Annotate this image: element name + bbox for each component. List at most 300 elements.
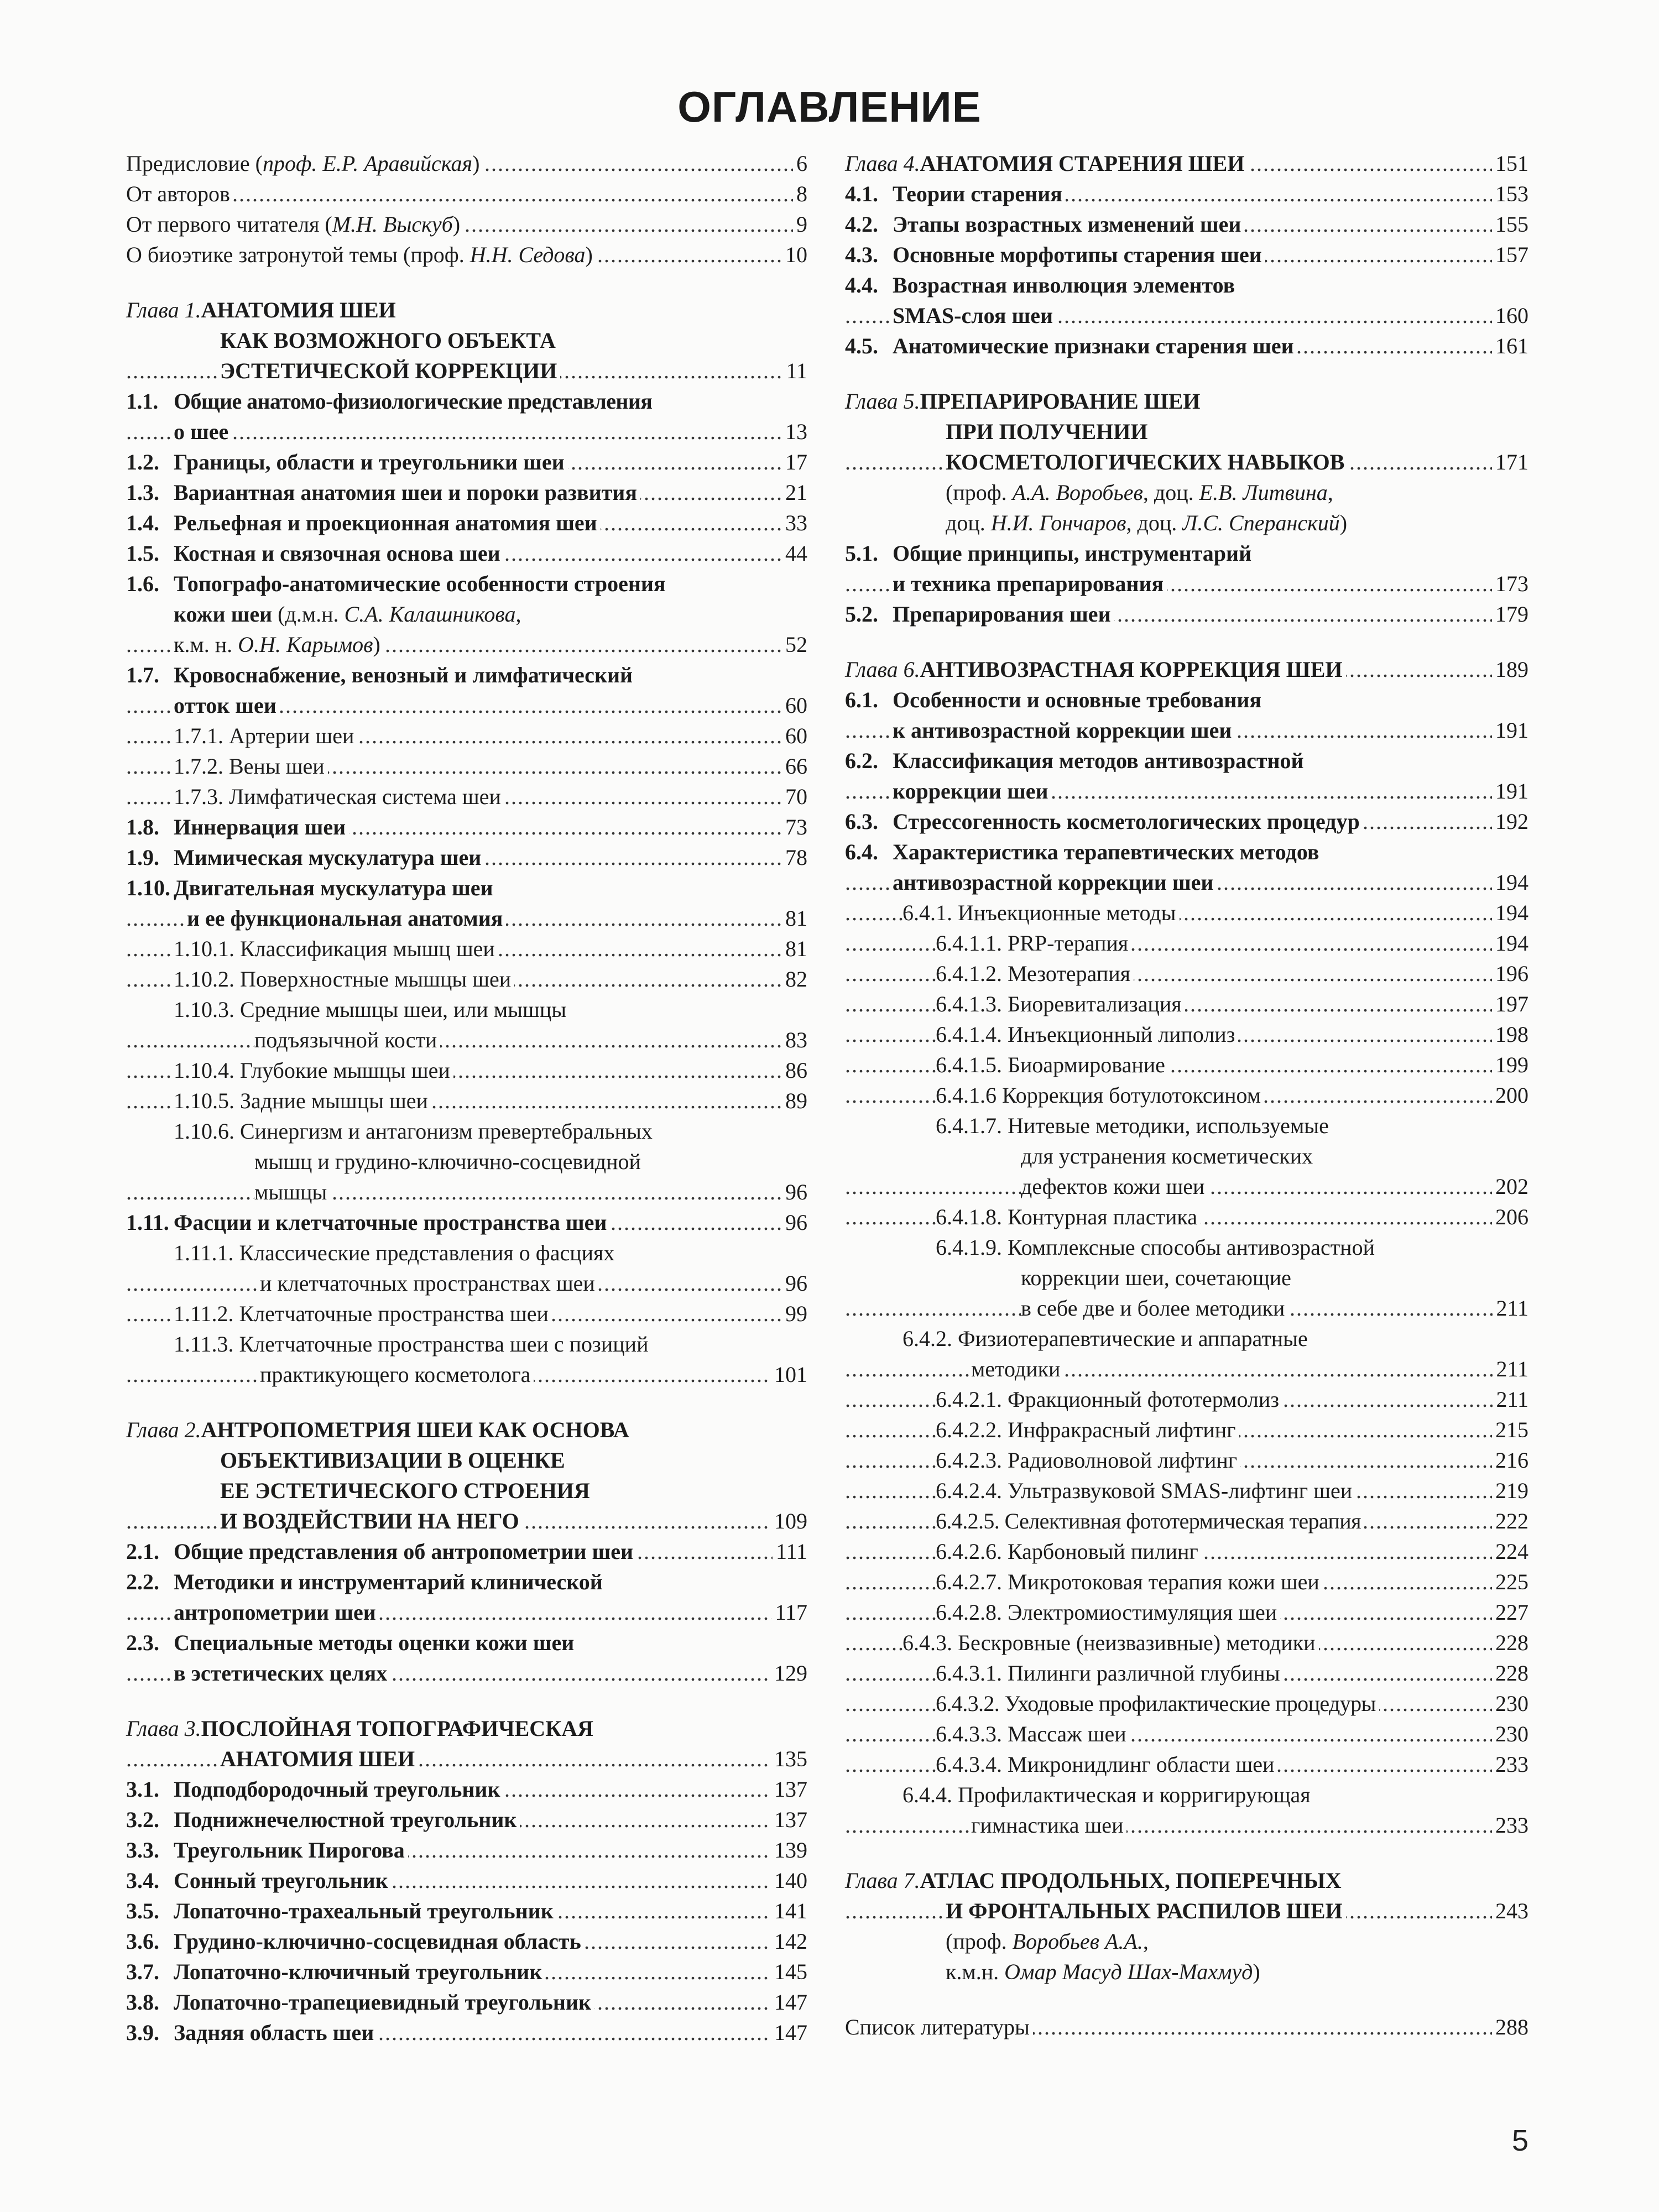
dot-leader: [126, 1025, 807, 1055]
toc-entry: [126, 386, 807, 416]
section-number: 3.7.: [126, 1959, 159, 1984]
toc-entry-label: [126, 1567, 606, 1597]
section-title: ПРЕПАРИРОВАНИЕ ШЕИ: [920, 389, 1201, 414]
page-ref: 225: [1492, 1567, 1528, 1597]
page-ref: 198: [1492, 1019, 1528, 1050]
section-title: 6.4.3.2. Уходовые профилактические процедуры: [936, 1691, 1376, 1716]
toc-entry-label: [936, 1019, 1238, 1050]
section-title: Стрессогенность косметологических процедур: [893, 809, 1360, 834]
page-ref: 173: [1492, 568, 1528, 599]
page-ref: 52: [782, 629, 807, 660]
toc-entry-label: [220, 1744, 418, 1774]
toc-entry-label: [936, 1749, 1277, 1780]
toc-entry-label: [946, 416, 1151, 447]
toc-entry-label: [936, 1415, 1239, 1445]
section-title: 1.10.4. Глубокие мышцы шеи: [174, 1058, 450, 1083]
toc-entry: [126, 1865, 807, 1896]
toc-entry-label: [174, 1298, 552, 1329]
toc-entry: [126, 1475, 807, 1506]
page-ref: 191: [1492, 776, 1528, 806]
section-title: 6.4.3.3. Массаж шеи: [936, 1721, 1126, 1746]
section-title: КАК ВОЗМОЖНОГО ОБЪЕКТА: [220, 328, 556, 353]
toc-entry: [845, 300, 1528, 331]
toc-entry-label: [845, 179, 1066, 209]
toc-entry-label: [893, 715, 1235, 745]
section-title: 6.4.1.7. Нитевые методики, используемые: [936, 1113, 1329, 1138]
section-title: Список литературы: [845, 2015, 1030, 2039]
toc-entry: [845, 2012, 1528, 2042]
page-ref: 194: [1492, 898, 1528, 928]
toc-entry: [126, 751, 807, 781]
section-title: Кровоснабжение, венозный и лимфатический: [174, 662, 633, 687]
page-ref: 109: [771, 1506, 807, 1536]
section-number: 1.6.: [126, 571, 159, 596]
page-ref: 66: [782, 751, 807, 781]
toc-entry: [845, 685, 1528, 715]
page-ref: 140: [771, 1865, 807, 1896]
page-ref: 111: [773, 1536, 807, 1567]
toc-entry: [845, 1926, 1528, 1957]
section-title: 1.10.1. Классификация мышц шеи: [174, 936, 495, 961]
section-number: 1.5.: [126, 541, 159, 566]
toc-entry-label: [174, 1238, 618, 1268]
section-number: 4.1.: [845, 181, 878, 206]
toc-entry: [126, 1055, 807, 1086]
author-note: , доц.: [1126, 510, 1183, 535]
page-title: ОГЛАВЛЕНИЕ: [677, 82, 982, 131]
author-name: Воробьев А.А.: [1012, 1929, 1143, 1954]
page-ref: 161: [1492, 331, 1528, 361]
dot-leader: [845, 1810, 1528, 1840]
toc-entry: [126, 1025, 807, 1055]
toc-entry: [845, 568, 1528, 599]
section-title: 6.4.2.2. Инфракрасный лифтинг: [936, 1417, 1236, 1442]
toc-entry-label: [971, 1810, 1126, 1840]
section-number: 4.2.: [845, 212, 878, 237]
section-title: Возрастная инволюция элементов: [893, 273, 1235, 298]
toc-entry-label: [174, 629, 384, 660]
chapter-prefix: Глава 2.: [126, 1417, 201, 1442]
page-ref: 211: [1493, 1354, 1528, 1384]
page-ref: 147: [771, 1987, 807, 2017]
toc-entry-label: [126, 2017, 377, 2048]
page-ref: 206: [1492, 1202, 1528, 1232]
section-title: 1.10.2. Поверхностные мышцы шеи: [174, 967, 512, 992]
toc-entry-label: [936, 989, 1185, 1019]
section-title: Лопаточно-трахеальный треугольник: [174, 1898, 554, 1923]
page-ref: 60: [782, 690, 807, 721]
section-title: 6.4.4. Профилактическая и корригирующая: [902, 1782, 1311, 1807]
author-note: доц.: [946, 510, 991, 535]
section-title: 6.4.1.5. Биоармирование: [936, 1052, 1165, 1077]
section-title: 6.4.3.1. Пилинги различной глубины: [936, 1661, 1280, 1686]
author-name: проф. Е.Р. Аравийская: [262, 151, 473, 176]
toc-entry: [126, 1415, 807, 1445]
toc-entry: [126, 325, 807, 356]
author-note: ): [472, 151, 480, 176]
section-title: И ФРОНТАЛЬНЫХ РАСПИЛОВ ШЕИ: [946, 1898, 1343, 1923]
toc-entry-label: [126, 1713, 597, 1744]
toc-entry: [845, 1506, 1528, 1536]
page-ref: 83: [782, 1025, 807, 1055]
toc-entry: [845, 1865, 1528, 1896]
section-title: ОБЪЕКТИВИЗАЦИИ В ОЦЕНКЕ: [220, 1448, 565, 1473]
page-ref: 10: [782, 239, 807, 270]
section-title: коррекции шеи, сочетающие: [1021, 1265, 1291, 1290]
page-ref: 288: [1492, 2012, 1528, 2042]
page-ref: 6: [793, 148, 807, 179]
toc-entry: [126, 1329, 807, 1359]
toc-entry: [126, 1567, 807, 1597]
toc-entry-label: [845, 745, 1307, 776]
section-title: Специальные методы оценки кожи шеи: [174, 1630, 575, 1655]
toc-entry: [126, 1116, 807, 1146]
toc-entry-label: [174, 690, 280, 721]
toc-entry-label: [1021, 1171, 1208, 1202]
author-note: (д.м.н.: [272, 602, 345, 627]
toc-entry-label: [254, 1025, 440, 1055]
toc-entry: [845, 1110, 1528, 1141]
section-number: 3.3.: [126, 1838, 159, 1863]
toc-entry: [845, 867, 1528, 898]
toc-entry: [126, 1774, 807, 1804]
toc-entry: [126, 1359, 807, 1390]
page-ref: 228: [1492, 1658, 1528, 1688]
toc-entry-label: [936, 1658, 1284, 1688]
section-number: 6.3.: [845, 809, 878, 834]
section-title: в себе две и более методики: [1021, 1296, 1285, 1321]
toc-entry-label: [936, 1080, 1264, 1110]
toc-entry: [845, 416, 1528, 447]
toc-entry-label: [845, 239, 1265, 270]
page-ref: 89: [782, 1086, 807, 1116]
page-ref: 230: [1492, 1719, 1528, 1749]
toc-entry-label: [946, 1896, 1346, 1926]
toc-entry: [845, 599, 1528, 629]
toc-entry-label: [174, 416, 232, 447]
dot-leader: [126, 1177, 807, 1207]
chapter-prefix: Глава 1.: [126, 298, 201, 322]
page-ref: 171: [1492, 447, 1528, 477]
toc-entry-label: [845, 685, 1265, 715]
toc-entry-label: [936, 1202, 1201, 1232]
section-title: Поднижнечелюстной треугольник: [174, 1807, 517, 1832]
section-title: Особенности и основные требования: [893, 687, 1262, 712]
toc-entry: [126, 721, 807, 751]
toc-entry: [845, 148, 1528, 179]
page-ref: 147: [771, 2017, 807, 2048]
toc-entry-label: [936, 1688, 1379, 1719]
toc-entry: [126, 842, 807, 873]
section-number: 3.4.: [126, 1868, 159, 1893]
page-ref: 137: [771, 1774, 807, 1804]
toc-entry: [845, 1475, 1528, 1506]
toc-entry: [845, 715, 1528, 745]
toc-entry: [126, 781, 807, 812]
section-title: Двигательная мускулатура шеи: [174, 875, 493, 900]
section-title: Методики и инструментарий клинической: [174, 1569, 603, 1594]
toc-entry-label: [902, 1780, 1314, 1810]
section-title: И ВОЗДЕЙСТВИИ НА НЕГО: [220, 1509, 519, 1533]
author-note: (проф.: [946, 1929, 1013, 1954]
toc-entry: [845, 508, 1528, 538]
toc-entry: [845, 447, 1528, 477]
toc-entry: [126, 1658, 807, 1688]
author-name: Е.В. Литвина: [1199, 480, 1328, 505]
page-ref: 233: [1492, 1749, 1528, 1780]
toc-entry: [126, 295, 807, 325]
toc-entry-label: [126, 1865, 392, 1896]
section-title: О биоэтике затронутой темы (проф.: [126, 242, 470, 267]
toc-entry-label: [893, 867, 1217, 898]
chapter-prefix: Глава 3.: [126, 1716, 201, 1741]
toc-entry-label: [174, 933, 498, 964]
author-name: Л.С. Сперанский: [1182, 510, 1340, 535]
section-title: 6.4.1. Инъекционные методы: [902, 900, 1176, 925]
page-ref: 228: [1492, 1627, 1528, 1658]
toc-entry-label: [126, 386, 655, 416]
chapter-prefix: Глава 5.: [845, 389, 920, 414]
page-ref: 199: [1492, 1050, 1528, 1080]
toc-entry: [845, 1354, 1528, 1384]
author-note: ): [452, 212, 461, 237]
section-title: 1.7.3. Лимфатическая система шеи: [174, 784, 501, 809]
author-note: ): [373, 632, 380, 657]
toc-entry-label: [893, 300, 1056, 331]
toc-entry: [126, 994, 807, 1025]
section-title: 1.11.1. Классические представления о фасциях: [174, 1240, 615, 1265]
section-title: 6.4.1.3. Биоревитализация: [936, 992, 1182, 1016]
toc-entry-label: [126, 1896, 557, 1926]
toc-entry: [126, 1207, 807, 1238]
section-title: Теории старения: [893, 181, 1062, 206]
section-title: Фасции и клетчаточные пространства шеи: [174, 1210, 607, 1235]
section-title: ПРИ ПОЛУЧЕНИИ: [946, 419, 1148, 444]
author-note: ,: [1142, 1929, 1149, 1954]
author-name: С.А. Калашникова: [344, 602, 516, 627]
toc-entry-label: [254, 1177, 330, 1207]
author-note: к.м.н.: [946, 1959, 1005, 1984]
toc-entry: [126, 179, 807, 209]
page-ref: 153: [1492, 179, 1528, 209]
section-title: Грудино-ключично-сосцевидная область: [174, 1929, 581, 1954]
toc-entry: [126, 660, 807, 690]
author-note: (проф.: [946, 480, 1013, 505]
section-title: 1.11.3. Клетчаточные пространства шеи с позиций: [174, 1332, 649, 1357]
page-ref: 194: [1492, 928, 1528, 958]
toc-entry: [126, 1713, 807, 1744]
section-title: ПОСЛОЙНАЯ ТОПОГРАФИЧЕСКАЯ: [201, 1716, 593, 1741]
toc-entry-label: [254, 1146, 644, 1177]
section-title: Основные морфотипы старения шеи: [893, 242, 1262, 267]
toc-entry-label: [936, 1567, 1323, 1597]
section-title: Общие принципы, инструментарий: [893, 541, 1252, 566]
toc-entry: [845, 806, 1528, 837]
toc-entry-label: [946, 508, 1350, 538]
toc-entry-label: [260, 1359, 534, 1390]
toc-entry: [126, 1146, 807, 1177]
toc-entry: [845, 239, 1528, 270]
toc-entry-label: [126, 538, 504, 568]
section-number: 1.4.: [126, 510, 159, 535]
section-number: 3.9.: [126, 2020, 159, 2045]
page-ref: 117: [771, 1597, 807, 1627]
author-note: , доц.: [1142, 480, 1199, 505]
page-ref: 129: [771, 1658, 807, 1688]
toc-left-column: [126, 148, 807, 2048]
page-ref: 135: [771, 1744, 807, 1774]
section-title: АНАТОМИЯ ШЕИ: [201, 298, 396, 322]
toc-entry-label: [187, 903, 506, 933]
page-ref: 202: [1492, 1171, 1528, 1202]
toc-entry-label: [946, 1957, 1264, 1987]
section-title: 6.4.2.5. Селективная фототермическая терапия: [936, 1509, 1361, 1533]
section-title: Общие представления об антропометрии шеи: [174, 1539, 634, 1564]
toc-entry-label: [126, 477, 640, 508]
author-name: Н.И. Гончаров: [990, 510, 1126, 535]
section-title: От авторов: [126, 181, 230, 206]
section-title: Подподбородочный треугольник: [174, 1777, 500, 1802]
toc-entry-label: [936, 1110, 1332, 1141]
section-title: для устранения косметических: [1021, 1144, 1313, 1168]
section-title: Рельефная и проекционная анатомия шеи: [174, 510, 597, 535]
toc-entry: [126, 812, 807, 842]
toc-entry: [845, 1019, 1528, 1050]
section-title: 6.4.2.7. Микротоковая терапия кожи шеи: [936, 1569, 1319, 1594]
toc-entry-label: [126, 1627, 577, 1658]
toc-entry: [845, 1780, 1528, 1810]
section-number: 1.2.: [126, 450, 159, 474]
section-title: дефектов кожи шеи: [1021, 1174, 1205, 1199]
section-title: 6.4.2.3. Радиоволновой лифтинг: [936, 1448, 1238, 1473]
toc-entry: [126, 599, 807, 629]
section-title: антивозрастной коррекции шеи: [893, 870, 1214, 895]
page-ref: 233: [1492, 1810, 1528, 1840]
section-title: ЕЕ ЭСТЕТИЧЕСКОГО СТРОЕНИЯ: [220, 1478, 590, 1503]
toc-entry: [126, 209, 807, 239]
section-number: 1.11.: [126, 1210, 169, 1235]
section-title: 6.4.1.9. Комплексные способы антивозрастной: [936, 1235, 1375, 1260]
section-title: подъязычной кости: [254, 1027, 437, 1052]
page-ref: 137: [771, 1804, 807, 1835]
toc-entry-label: [220, 1445, 568, 1475]
toc-entry: [126, 1238, 807, 1268]
toc-entry-label: [174, 994, 570, 1025]
toc-entry: [845, 1445, 1528, 1475]
toc-entry: [845, 1896, 1528, 1926]
toc-entry-label: [174, 1086, 431, 1116]
section-title: Костная и связочная основа шеи: [174, 541, 500, 566]
section-title: Анатомические признаки старения шеи: [893, 333, 1294, 358]
section-title: АНТИВОЗРАСТНАЯ КОРРЕКЦИЯ ШЕИ: [920, 657, 1343, 682]
toc-entry-label: [893, 776, 1052, 806]
author-name: А.А. Воробьев: [1012, 480, 1143, 505]
toc-entry: [126, 1445, 807, 1475]
page-ref: 222: [1492, 1506, 1528, 1536]
section-number: 4.4.: [845, 273, 878, 298]
section-title: 1.10.6. Синергизм и антагонизм превертебральных: [174, 1119, 653, 1144]
toc-entry-label: [126, 1804, 520, 1835]
section-number: 5.2.: [845, 602, 878, 627]
toc-entry-label: [902, 898, 1180, 928]
section-number: 3.1.: [126, 1777, 159, 1802]
section-title: 6.4.2.6. Карбоновый пилинг: [936, 1539, 1198, 1564]
section-number: 1.9.: [126, 845, 159, 870]
page-ref: 243: [1492, 1896, 1528, 1926]
toc-entry: [126, 1926, 807, 1957]
toc-entry: [126, 1086, 807, 1116]
toc-entry-label: [126, 239, 596, 270]
section-number: 1.8.: [126, 815, 159, 839]
toc-entry: [845, 745, 1528, 776]
section-title: к антивозрастной коррекции шеи: [893, 718, 1232, 743]
toc-entry: [126, 1896, 807, 1926]
toc-entry-label: [126, 1536, 637, 1567]
toc-entry: [845, 928, 1528, 958]
page-ref: 60: [782, 721, 807, 751]
section-title: Лопаточно-ключичный треугольник: [174, 1959, 542, 1984]
section-title: КОСМЕТОЛОГИЧЕСКИХ НАВЫКОВ: [946, 450, 1345, 474]
toc-entry-label: [946, 447, 1348, 477]
toc-entry: [126, 1268, 807, 1298]
page-ref: 227: [1492, 1597, 1528, 1627]
toc-entry: [845, 989, 1528, 1019]
page-ref: 81: [782, 903, 807, 933]
toc-entry: [126, 964, 807, 994]
page-ref: 21: [782, 477, 807, 508]
toc-entry-label: [1021, 1293, 1288, 1323]
section-title: 1.7.2. Вены шеи: [174, 754, 325, 779]
toc-entry-label: [126, 508, 601, 538]
chapter-prefix: Глава 7.: [845, 1868, 920, 1893]
section-title: Задняя область шеи: [174, 2020, 374, 2045]
toc-entry-label: [936, 1719, 1130, 1749]
toc-entry: [845, 1323, 1528, 1354]
toc-entry: [845, 477, 1528, 508]
section-title: 6.4.2.8. Электромиостимуляция шеи: [936, 1600, 1277, 1625]
section-title: 6.4.1.4. Инъекционный липолиз: [936, 1022, 1235, 1047]
toc-entry-label: [220, 1506, 523, 1536]
toc-entry: [845, 1080, 1528, 1110]
section-title: кожи шеи: [174, 602, 273, 627]
toc-entry-label: [126, 179, 233, 209]
toc-entry: [126, 239, 807, 270]
section-number: 6.4.: [845, 839, 878, 864]
toc-entry: [126, 356, 807, 386]
toc-entry: [126, 1627, 807, 1658]
toc-entry-label: [126, 1774, 504, 1804]
page-ref: 200: [1492, 1080, 1528, 1110]
section-title: Характеристика терапевтических методов: [893, 839, 1319, 864]
toc-entry-label: [174, 599, 524, 629]
toc-entry-label: [174, 751, 328, 781]
section-number: 3.8.: [126, 1990, 159, 2015]
section-title: 6.4.3.4. Микронидлинг области шеи: [936, 1752, 1275, 1777]
toc-entry-label: [174, 1055, 453, 1086]
page-ref: 197: [1492, 989, 1528, 1019]
page-ref: 194: [1492, 867, 1528, 898]
section-title: практикующего косметолога: [260, 1362, 531, 1387]
section-number: 2.3.: [126, 1630, 159, 1655]
toc-entry-label: [902, 1323, 1311, 1354]
page-ref: 44: [782, 538, 807, 568]
toc-entry: [845, 1232, 1528, 1262]
section-title: Топографо-анатомические особенности строения: [174, 571, 666, 596]
dot-leader: [845, 1354, 1528, 1384]
toc-entry-label: [260, 1268, 598, 1298]
section-number: 1.3.: [126, 480, 159, 505]
section-title: 6.4.2.1. Фракционный фототермолиз: [936, 1387, 1280, 1412]
